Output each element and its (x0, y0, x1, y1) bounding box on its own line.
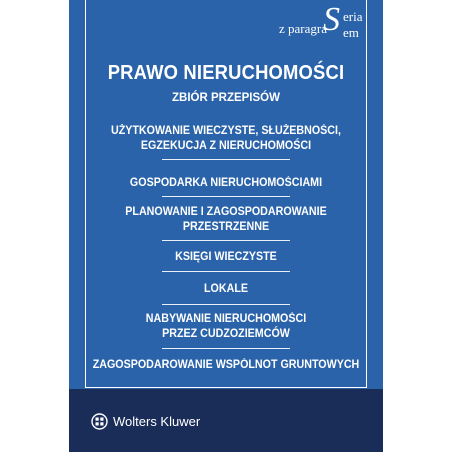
topic-item (80, 124, 372, 154)
topic-divider (162, 348, 290, 349)
series-logo (277, 1, 373, 43)
book-subtitle: ZBIÓR PRZEPISÓW (172, 92, 280, 104)
wolters-kluwer-logo-icon (91, 413, 108, 430)
topic-line: GOSPODARKA NIERUCHOMOŚCIAMI (129, 177, 323, 189)
series-big-letter: S (323, 1, 340, 38)
topic-divider (162, 240, 290, 241)
topic-item (80, 358, 372, 373)
topic-line: EGZEKUCJA Z NIERUCHOMOŚCI (140, 140, 312, 152)
publisher-name: Wolters Kluwer (113, 414, 201, 429)
topic-item (80, 250, 372, 265)
topic-divider (162, 304, 290, 305)
series-word-top: eria (343, 9, 363, 24)
topic-item (80, 205, 372, 235)
topic-line: ZAGOSPODAROWANIE WSPÓLNOT GRUNTOWYCH (92, 359, 360, 371)
book-title: PRAWO NIERUCHOMOŚCI (107, 62, 345, 84)
topic-item (80, 312, 372, 342)
topic-line: PRZEZ CUDZOZIEMCÓW (162, 328, 290, 340)
topic-line: LOKALE (204, 283, 248, 295)
topic-divider (162, 159, 290, 160)
series-prefix: z paragra (279, 21, 327, 36)
topic-line: UŻYTKOWANIE WIECZYSTE, SŁUŻEBNOŚCI, (111, 125, 341, 137)
topic-line: NABYWANIE NIERUCHOMOŚCI (145, 313, 307, 325)
series-word-bottom: em (343, 25, 359, 40)
book-cover (69, 0, 383, 452)
publisher-logo (91, 413, 200, 430)
topic-divider (162, 271, 290, 272)
topic-line: PLANOWANIE I ZAGOSPODAROWANIE (125, 206, 327, 218)
publisher-band (69, 389, 383, 452)
topic-line: PRZESTRZENNE (182, 221, 270, 233)
topic-item (80, 282, 372, 297)
topic-divider (162, 196, 290, 197)
topic-item (80, 176, 372, 191)
topic-line: KSIĘGI WIECZYSTE (175, 251, 277, 263)
